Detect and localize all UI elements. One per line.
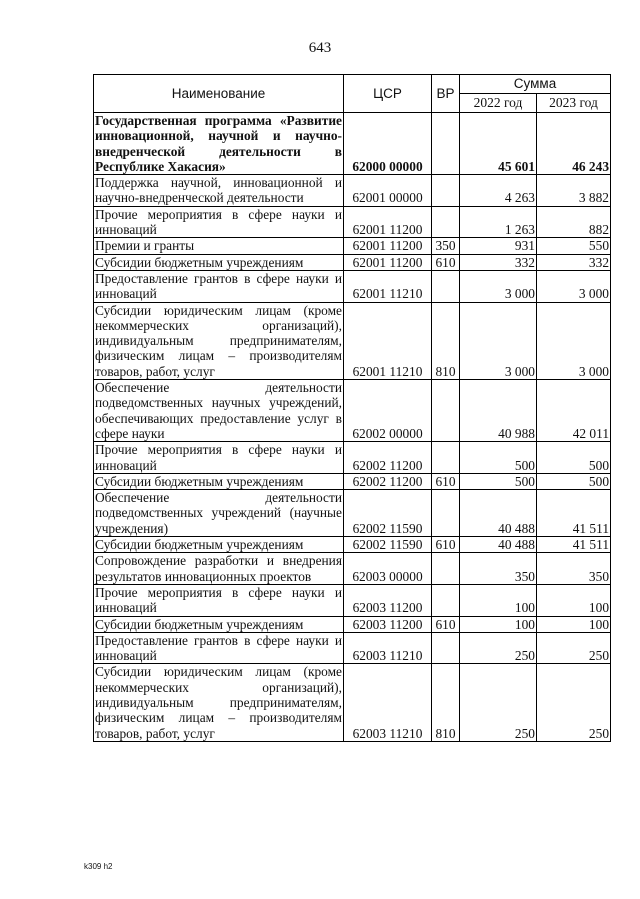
row-sum-2023: 3 882 [537,175,611,207]
row-csr: 62003 11210 [344,632,432,664]
row-name: Субсидии бюджетным учреждениям [94,616,344,632]
row-vr [432,584,460,616]
row-vr [432,206,460,238]
row-sum-2022: 40 488 [460,490,537,537]
row-sum-2022: 40 488 [460,537,537,553]
row-csr: 62001 11210 [344,302,432,379]
row-sum-2022: 45 601 [460,113,537,175]
header-vr: ВР [432,75,460,113]
table-row [94,664,611,741]
row-sum-2022: 350 [460,553,537,585]
row-sum-2022: 100 [460,616,537,632]
row-vr [432,442,460,474]
row-vr [432,113,460,175]
table-row [94,632,611,664]
row-name: Субсидии бюджетным учреждениям [94,473,344,489]
row-sum-2023: 550 [537,238,611,254]
row-name: Обеспечение деятельности подведомственных научных учреждений, обеспечивающих предоставление услуг в сфере науки [95,380,342,441]
row-sum-2022: 3 000 [460,270,537,302]
header-year-2023: 2023 год [537,94,611,113]
row-sum-2023: 42 011 [537,380,611,442]
row-csr: 62001 11200 [344,206,432,238]
table-row [94,537,611,553]
row-csr: 62003 11200 [344,616,432,632]
row-csr: 62001 00000 [344,175,432,207]
row-vr [432,270,460,302]
row-sum-2023: 3 000 [537,302,611,379]
row-csr: 62002 11200 [344,442,432,474]
row-name: Предоставление грантов в сфере науки и инноваций [95,270,342,302]
header-year-2022: 2022 год [460,94,537,113]
row-sum-2023: 332 [537,254,611,270]
row-sum-2023: 41 511 [537,490,611,537]
row-sum-2022: 250 [460,664,537,741]
row-sum-2023: 3 000 [537,270,611,302]
row-sum-2023: 500 [537,473,611,489]
table-row [94,442,611,474]
table-row [94,490,611,537]
table-row [94,254,611,270]
row-csr: 62000 00000 [344,113,432,175]
row-sum-2022: 100 [460,584,537,616]
row-sum-2023: 350 [537,553,611,585]
row-sum-2022: 250 [460,632,537,664]
row-sum-2023: 250 [537,664,611,741]
row-vr: 350 [432,238,460,254]
budget-table [93,74,611,742]
header-name: Наименование [94,75,344,113]
header-csr: ЦСР [344,75,432,113]
footer-code: k309 h2 [84,862,113,871]
row-name: Обеспечение деятельности подведомственных учреждений (научные учреждения) [95,490,342,536]
row-name: Субсидии бюджетным учреждениям [94,537,344,553]
row-vr: 810 [432,664,460,741]
table-body [94,113,611,742]
row-vr [432,175,460,207]
row-sum-2022: 1 263 [460,206,537,238]
row-csr: 62002 11590 [344,537,432,553]
table-row [94,113,611,175]
row-csr: 62003 11200 [344,584,432,616]
table-row [94,238,611,254]
row-vr [432,490,460,537]
row-sum-2023: 500 [537,442,611,474]
row-sum-2022: 332 [460,254,537,270]
header-sum: Сумма [460,75,611,94]
table-row [94,380,611,442]
row-csr: 62003 00000 [344,553,432,585]
table-row [94,584,611,616]
row-vr: 810 [432,302,460,379]
table-row [94,302,611,379]
table-row [94,206,611,238]
row-name: Предоставление грантов в сфере науки и инноваций [95,632,342,664]
row-vr [432,553,460,585]
row-csr: 62002 00000 [344,380,432,442]
row-csr: 62002 11200 [344,473,432,489]
row-sum-2023: 250 [537,632,611,664]
table-row [94,553,611,585]
row-vr: 610 [432,537,460,553]
row-name: Государственная программа «Развитие инновационной, научной и научно-внедренческой деятельности в Республике Хакасия» [95,113,342,174]
row-csr: 62001 11210 [344,270,432,302]
row-sum-2022: 40 988 [460,380,537,442]
row-vr: 610 [432,473,460,489]
row-name: Прочие мероприятия в сфере науки и инноваций [95,206,342,238]
row-name: Прочие мероприятия в сфере науки и инноваций [95,442,342,473]
row-name: Поддержка научной, инновационной и научно-внедренческой деятельности [95,175,342,206]
row-sum-2022: 3 000 [460,302,537,379]
row-sum-2022: 931 [460,238,537,254]
table-row [94,175,611,207]
row-vr: 610 [432,254,460,270]
row-sum-2023: 100 [537,584,611,616]
row-csr: 62001 11200 [344,254,432,270]
row-name: Субсидии бюджетным учреждениям [94,254,344,270]
row-vr: 610 [432,616,460,632]
row-vr [432,632,460,664]
row-name: Прочие мероприятия в сфере науки и инноваций [95,584,342,616]
row-sum-2023: 100 [537,616,611,632]
row-sum-2022: 4 263 [460,175,537,207]
row-name: Премии и гранты [94,238,344,254]
table-row [94,616,611,632]
row-sum-2022: 500 [460,473,537,489]
row-name: Субсидии юридическим лицам (кроме некоммерческих организаций), индивидуальным предпринимателям, физическим лицам – производителям товаров, работ, услуг [95,664,342,741]
row-sum-2023: 882 [537,206,611,238]
table-row [94,270,611,302]
row-csr: 62001 11200 [344,238,432,254]
row-sum-2023: 41 511 [537,537,611,553]
table-row [94,473,611,489]
row-name: Субсидии юридическим лицам (кроме некоммерческих организаций), индивидуальным предпринимателям, физическим лицам – производителям товаров, работ, услуг [95,302,342,379]
page-number: 643 [308,40,332,56]
row-vr [432,380,460,442]
row-csr: 62003 11210 [344,664,432,741]
row-sum-2023: 46 243 [537,113,611,175]
row-sum-2022: 500 [460,442,537,474]
row-csr: 62002 11590 [344,490,432,537]
row-name: Сопровождение разработки и внедрения результатов инновационных проектов [95,553,342,584]
